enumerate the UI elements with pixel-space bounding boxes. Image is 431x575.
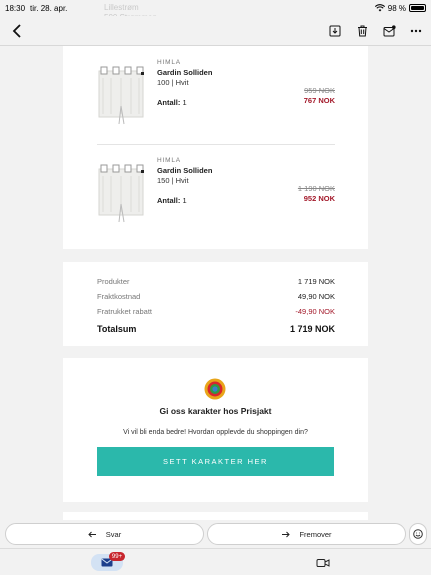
status-date: tir. 28. apr. [30, 3, 68, 13]
old-price: 1 190 NOK [297, 184, 335, 193]
total-label: Totalsum [97, 323, 137, 334]
order-items-card [63, 46, 368, 249]
more-button[interactable] [409, 24, 423, 38]
rate-button[interactable]: SETT KARAKTER HER [97, 447, 334, 476]
battery-percent: 98 % [387, 3, 406, 13]
summary-value: -49,90 NOK [295, 307, 335, 316]
trash-icon [357, 25, 368, 37]
rating-title: Gi oss karakter hos Prisjakt [159, 406, 272, 416]
back-button[interactable] [8, 22, 26, 40]
forward-label: Fremover [299, 529, 332, 539]
product-quantity [157, 196, 212, 206]
archive-button[interactable] [328, 24, 342, 38]
emoji-icon [413, 529, 423, 539]
curtain-image [97, 66, 145, 126]
forward-icon [281, 531, 290, 538]
old-price: 959 NOK [304, 86, 335, 95]
bottom-tab-bar [0, 548, 431, 575]
more-icon [410, 29, 422, 33]
rating-text: Vi vil bli enda bedre! Hvordan opplevde du shoppingen din? [123, 429, 308, 436]
order-summary [97, 274, 335, 336]
divider [97, 144, 335, 145]
archive-icon [329, 25, 341, 37]
product-prices [298, 184, 335, 204]
wifi-icon [375, 4, 385, 12]
summary-discount-row [97, 304, 335, 319]
summary-value: 1 719 NOK [297, 277, 335, 286]
summary-shipping-row [97, 289, 335, 304]
rating-card [63, 358, 368, 502]
reply-bar [0, 520, 431, 548]
forward-button[interactable] [207, 523, 406, 545]
mail-toolbar [0, 16, 431, 46]
summary-total-row [97, 321, 335, 336]
unread-count-badge: 99+ [109, 552, 125, 561]
product-info [157, 58, 212, 108]
status-bar [0, 0, 431, 16]
summary-label: Fraktkostnad [97, 292, 141, 301]
reply-label: Svar [105, 529, 122, 539]
quantity-label: Antall: [157, 98, 181, 107]
sale-price: 767 NOK [303, 96, 335, 105]
delete-button[interactable] [355, 24, 369, 38]
status-time: 18:30 [5, 3, 26, 13]
order-summary-card [63, 262, 368, 346]
quantity-value: 1 [182, 98, 187, 107]
quantity-value: 1 [182, 196, 187, 205]
product-brand: HIMLA [157, 157, 181, 164]
prisjakt-logo [204, 378, 226, 400]
reply-icon [88, 531, 97, 538]
product-brand: HIMLA [157, 59, 181, 66]
address-line-1: Lillestrøm [104, 3, 139, 12]
battery-icon [409, 4, 426, 12]
quantity-label: Antall: [157, 196, 181, 205]
product-info [157, 156, 212, 206]
summary-label: Fratrukket rabatt [97, 307, 153, 316]
mail-unread-icon [383, 25, 396, 37]
emoji-button[interactable] [409, 523, 427, 545]
total-value: 1 719 NOK [289, 323, 335, 334]
video-icon[interactable] [316, 557, 330, 569]
product-prices [304, 86, 335, 106]
mark-unread-button[interactable] [382, 24, 396, 38]
chevron-left-icon [12, 24, 22, 38]
product-quantity [157, 98, 212, 108]
summary-value: 49,90 NOK [297, 292, 335, 301]
sale-price: 952 NOK [303, 194, 335, 203]
product-name[interactable]: Gardin Solliden [157, 68, 213, 77]
product-variant: 150 | Hvit [157, 176, 189, 185]
summary-label: Produkter [97, 277, 130, 286]
product-variant: 100 | Hvit [157, 78, 189, 87]
summary-products-row [97, 274, 335, 289]
reply-button[interactable] [5, 523, 204, 545]
product-name[interactable]: Gardin Solliden [157, 166, 213, 175]
curtain-image [97, 164, 145, 224]
